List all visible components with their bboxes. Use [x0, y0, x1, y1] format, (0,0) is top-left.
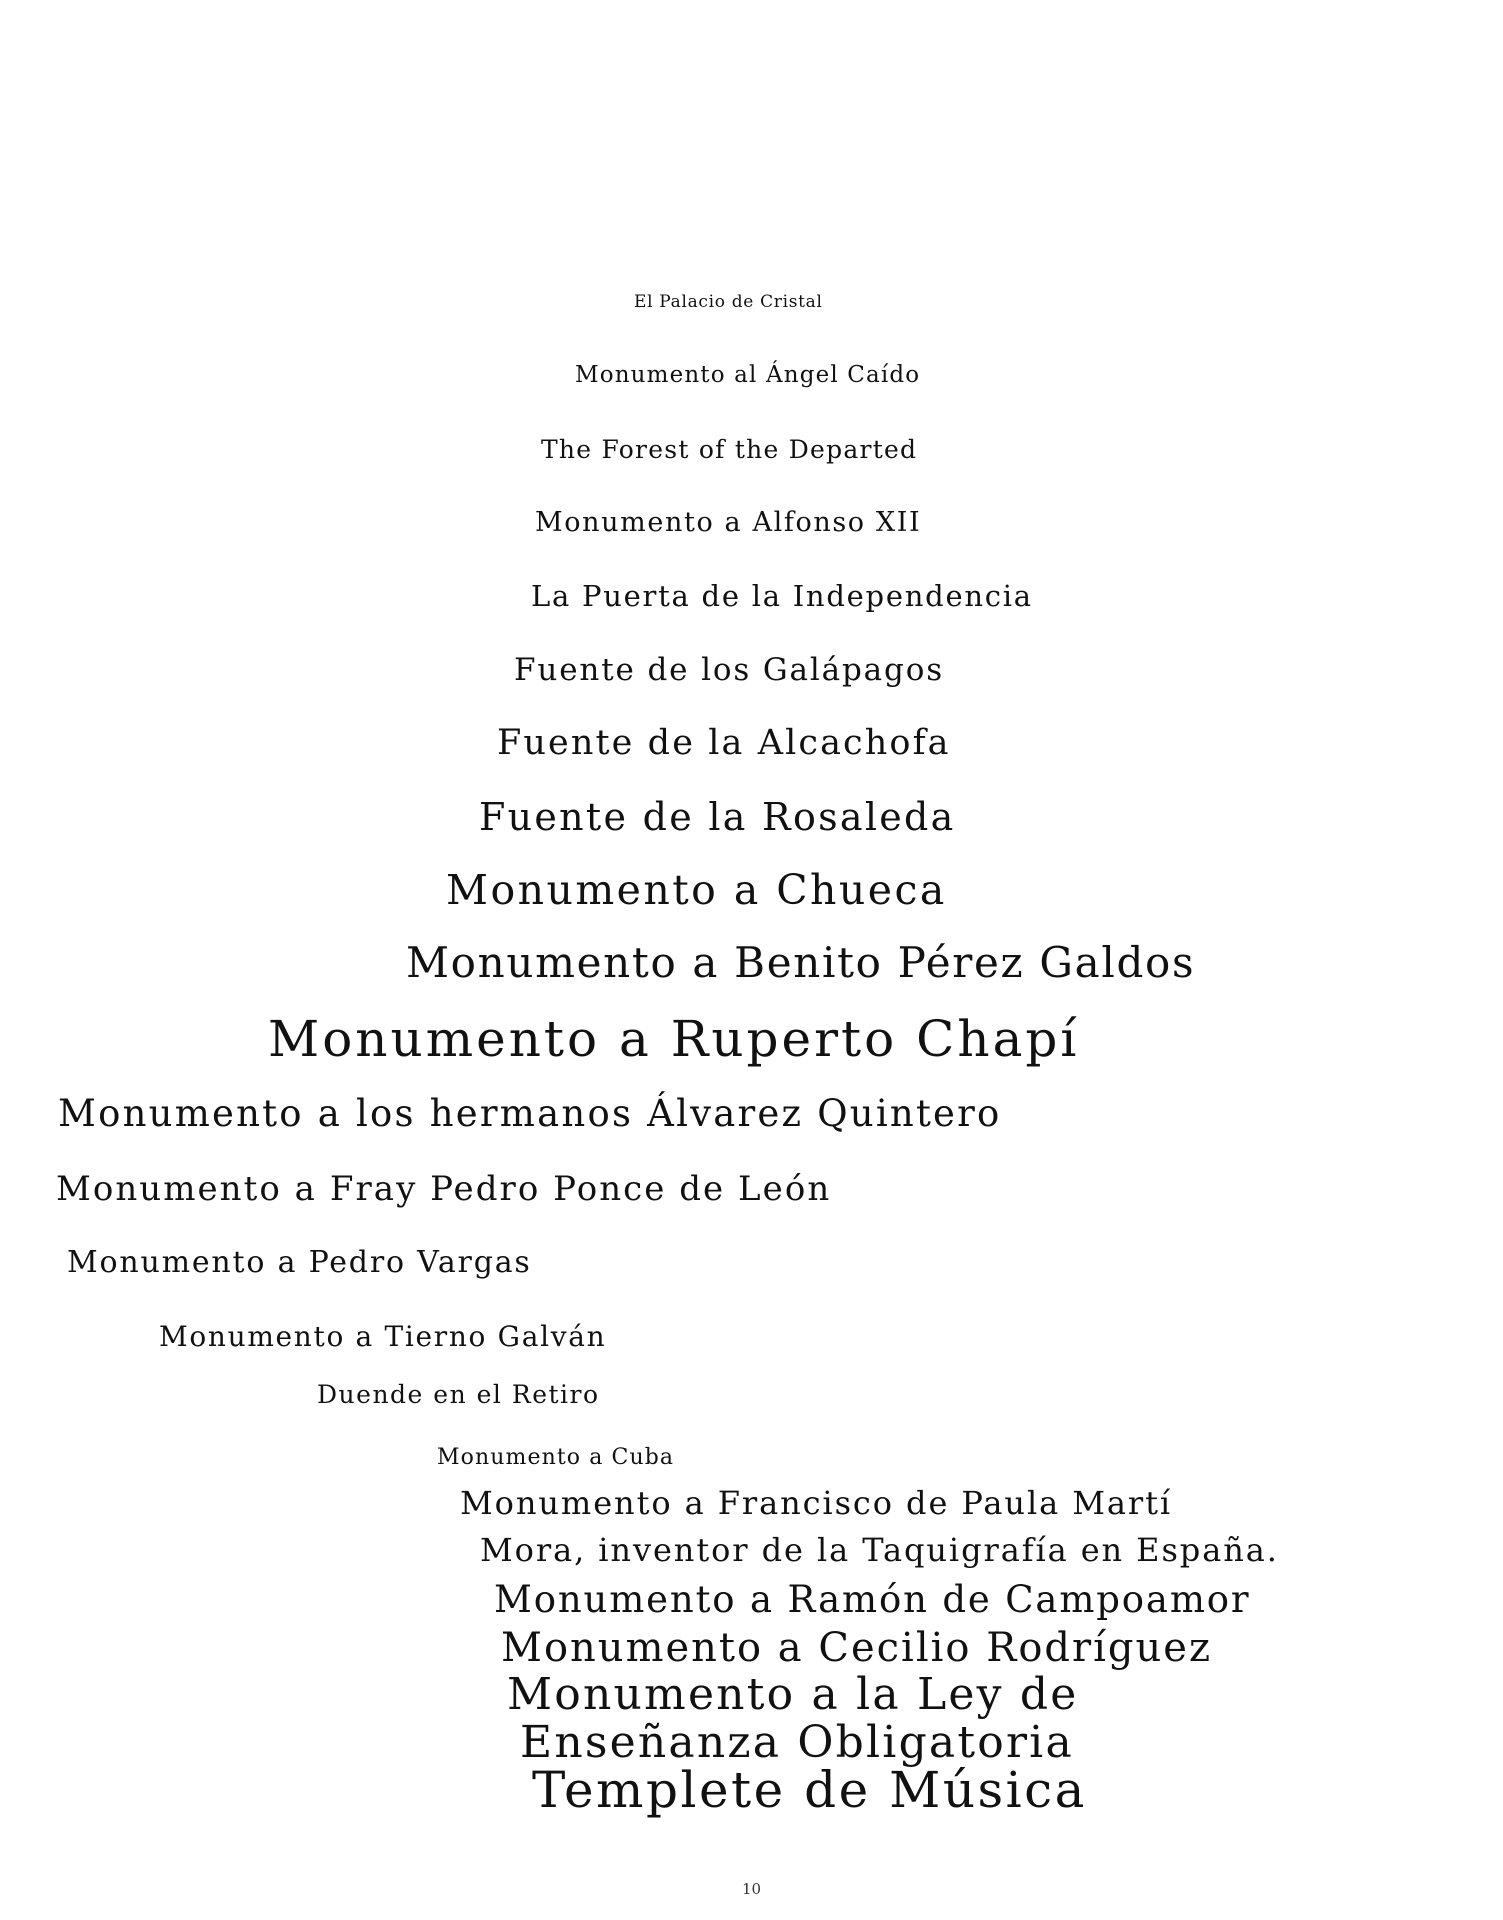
poem-line-20: Monumento a Ramón de Campoamor — [494, 1578, 1251, 1621]
poem-line-4: Monumento a Alfonso XII — [535, 507, 922, 538]
poem-line-17: Monumento a Cuba — [437, 1445, 675, 1470]
poem-line-21: Monumento a Cecilio Rodríguez — [501, 1625, 1213, 1671]
poem-line-1: El Palacio de Cristal — [634, 292, 823, 312]
poem-line-2: Monumento al Ángel Caído — [575, 362, 921, 388]
poem-line-6: Fuente de los Galápagos — [514, 652, 944, 688]
poem-line-10: Monumento a Benito Pérez Galdos — [406, 938, 1196, 987]
poem-line-7: Fuente de la Alcachofa — [497, 723, 951, 763]
poem-line-13: Monumento a Fray Pedro Ponce de León — [56, 1169, 832, 1209]
poem-line-16: Duende en el Retiro — [317, 1380, 600, 1409]
poem-line-11: Monumento a Ruperto Chapí — [268, 1010, 1080, 1068]
poem-line-3: The Forest of the Departed — [541, 435, 918, 464]
poem-line-8: Fuente de la Rosaleda — [479, 795, 956, 839]
poem-line-5: La Puerta de la Independencia — [531, 579, 1033, 613]
poem-line-9: Monumento a Chueca — [446, 866, 947, 914]
poem-line-14: Monumento a Pedro Vargas — [67, 1245, 532, 1280]
poem-line-23: Enseñanza Obligatoria — [520, 1717, 1074, 1768]
page-number: 10 — [741, 1880, 762, 1898]
poem-line-15: Monumento a Tierno Galván — [159, 1320, 607, 1353]
poem-line-19: Mora, inventor de la Taquigrafía en España. — [480, 1531, 1279, 1569]
poem-line-18: Monumento a Francisco de Paula Martí — [460, 1484, 1173, 1522]
poem-line-22: Monumento a la Ley de — [507, 1669, 1079, 1720]
poem-line-12: Monumento a los hermanos Álvarez Quintero — [58, 1092, 1002, 1135]
poem-line-24: Templete de Música — [532, 1761, 1087, 1819]
